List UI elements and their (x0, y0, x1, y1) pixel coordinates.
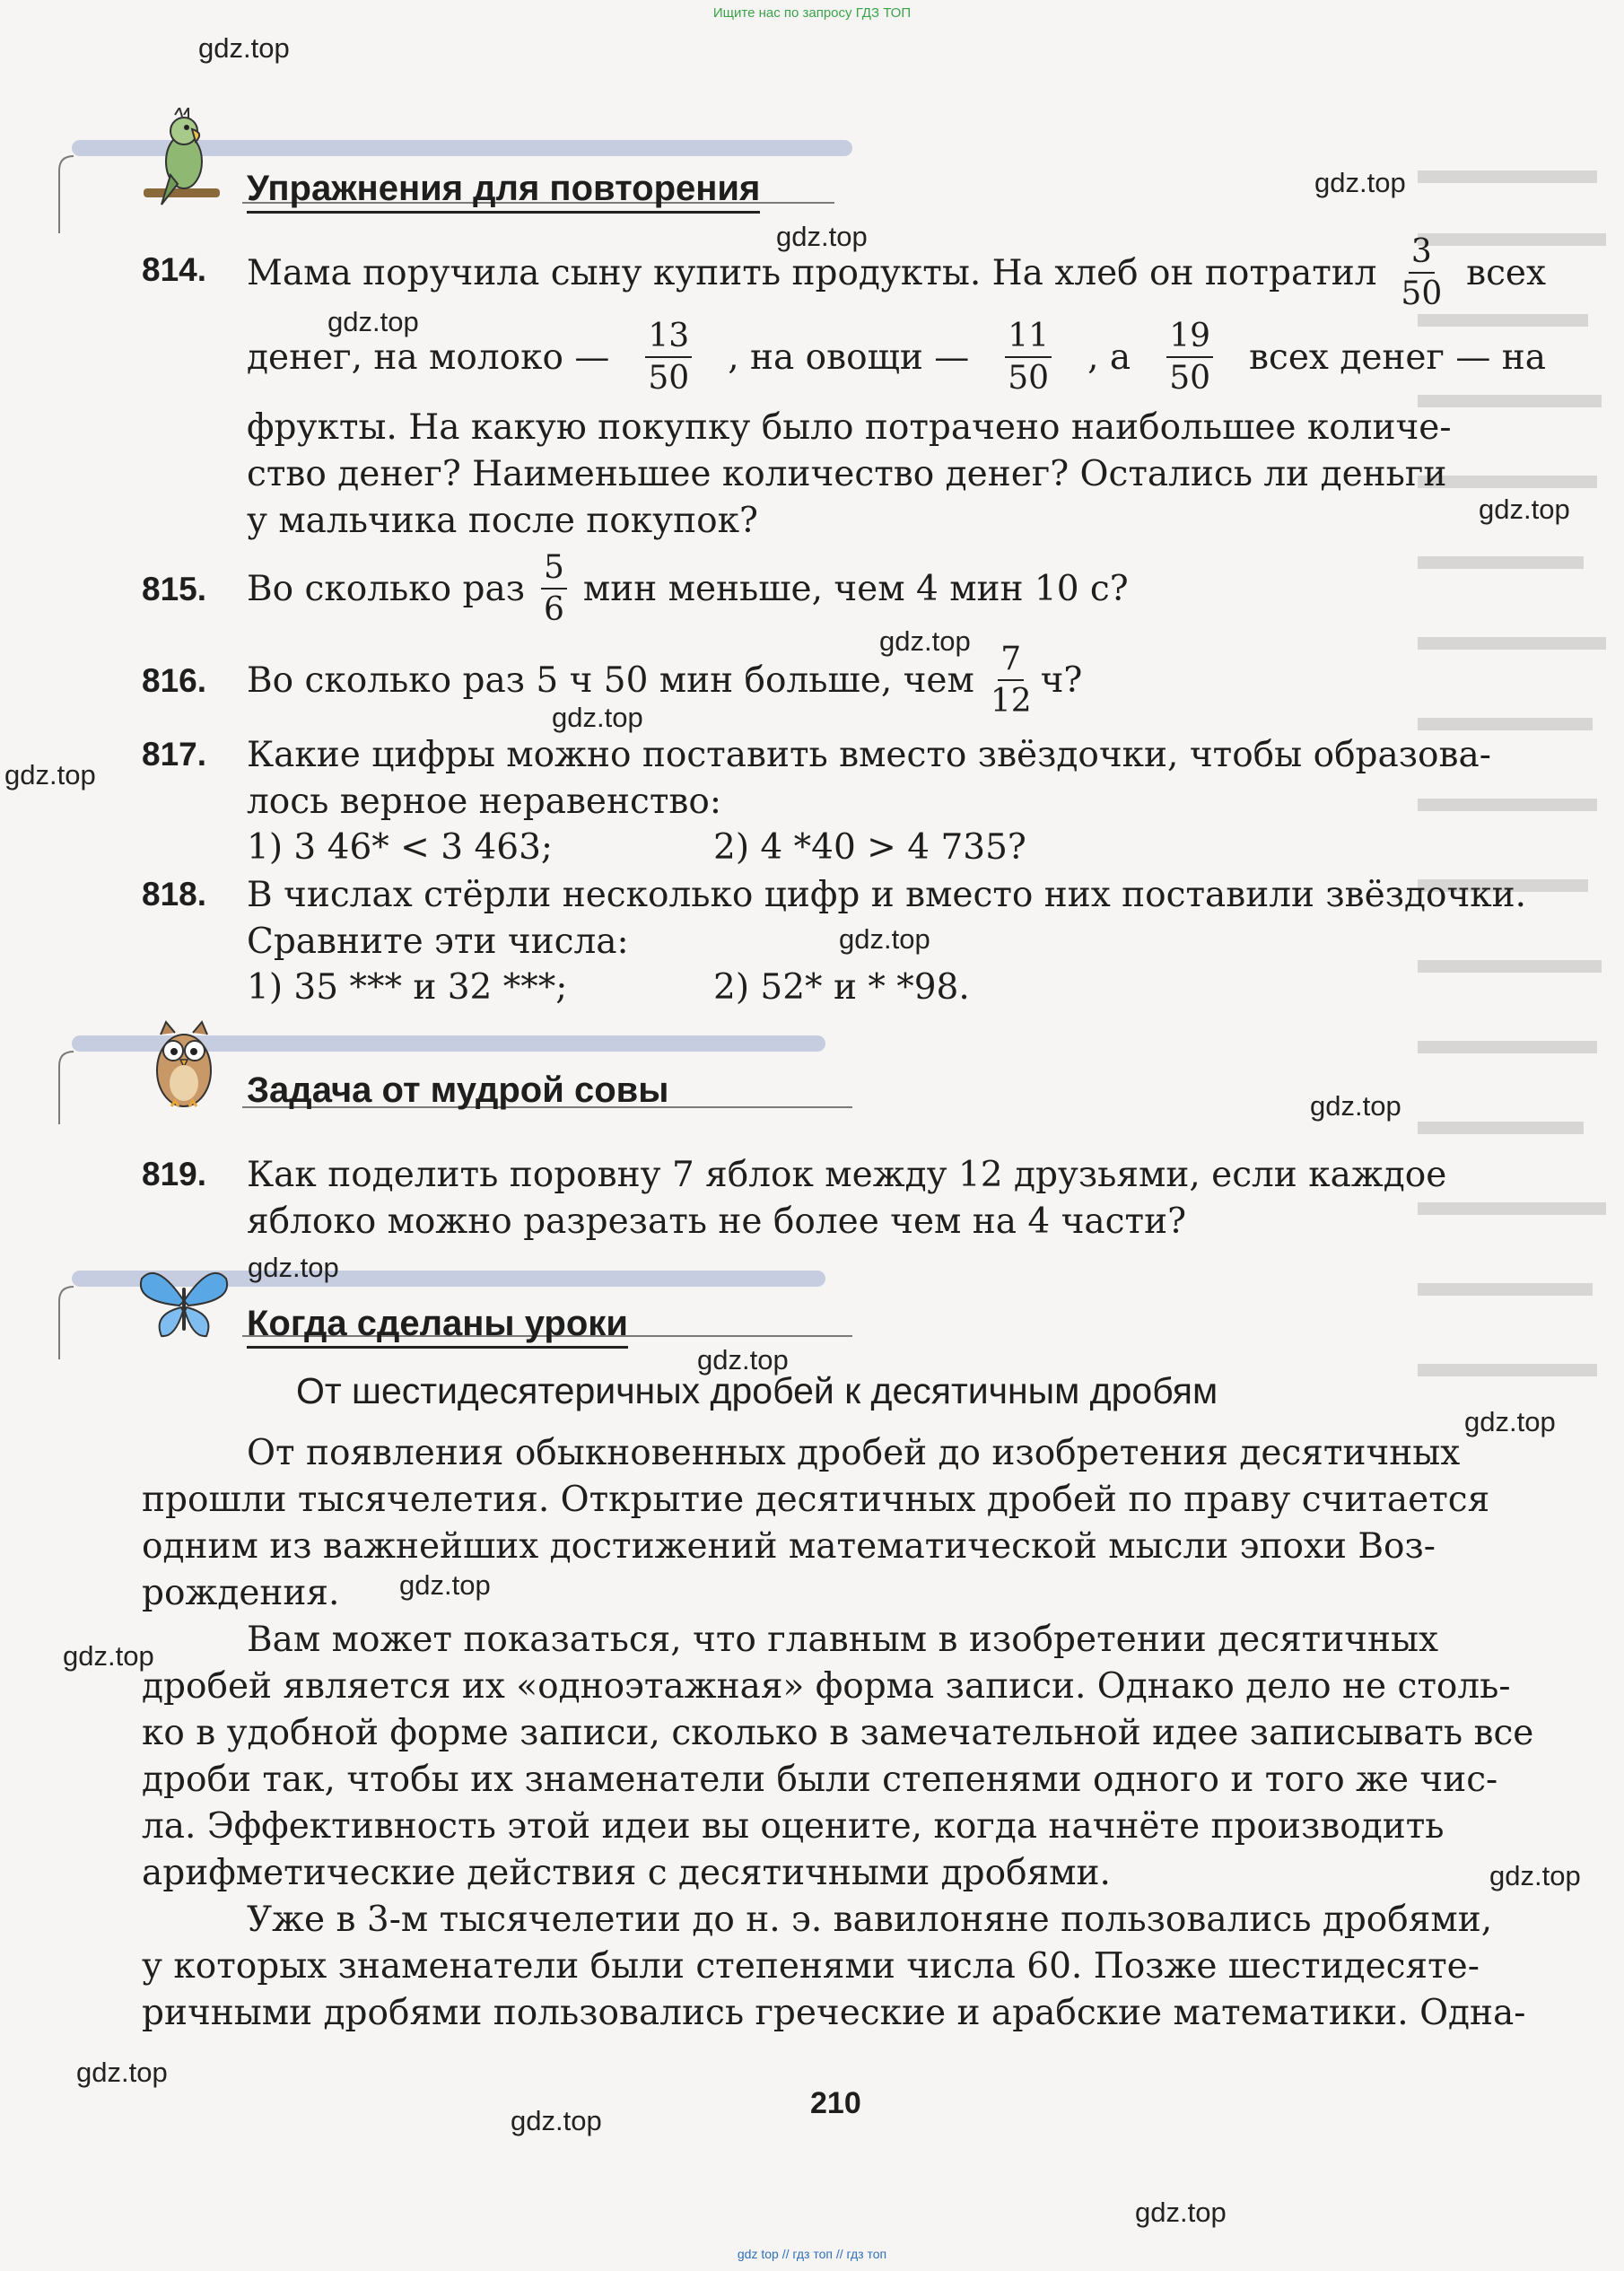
fraction-numerator: 5 (541, 551, 567, 590)
problem-817-text: Какие цифры можно поставить вместо звёздочки, чтобы образова- (247, 735, 1491, 775)
article-text: ко в удобной форме записи, сколько в замечательной идее записывать все (142, 1713, 1534, 1753)
article-line-5 (247, 1620, 1546, 1660)
article-line-12 (142, 1946, 1546, 1987)
section-title-owl: Задача от мудрой совы (247, 1070, 669, 1110)
problem-814-text: , на овощи — (728, 336, 970, 378)
article-text: Вам может показаться, что главным в изобретении десятичных (247, 1620, 1439, 1660)
fraction-numerator: 3 (1409, 235, 1435, 274)
fraction-denominator: 50 (1401, 275, 1443, 312)
article-line-1 (247, 1433, 1546, 1473)
problem-817-item2: 2) 4 *40 > 4 735? (713, 827, 1026, 868)
article-text: Уже в 3-м тысячелетии до н. э. вавилоняне пользовались дробями, (247, 1900, 1493, 1940)
problem-814-text: , а (1087, 336, 1131, 378)
owl-icon (148, 1018, 220, 1113)
watermark: gdz.top (76, 2057, 168, 2088)
article-text: ла. Эффективность этой идеи вы оцените, когда начнёте производить (142, 1806, 1445, 1847)
problem-819-line2: яблоко можно разрезать не более чем на 4 части? (247, 1201, 1186, 1242)
problem-814-line5: у мальчика после покупок? (247, 501, 758, 541)
watermark: gdz.top (776, 221, 868, 252)
problem-number-815: 815. (142, 571, 207, 607)
bleed-through-decoration (1418, 135, 1624, 1929)
problem-815-text: мин меньше, чем 4 мин 10 с? (582, 568, 1129, 609)
fraction-denominator: 12 (990, 682, 1032, 720)
watermark: gdz.top (248, 1252, 339, 1283)
problem-814-text: фрукты. На какую покупку было потрачено наибольшее количе- (247, 407, 1452, 448)
page-number: 210 (810, 2086, 861, 2120)
problem-814-text: всех (1466, 252, 1546, 293)
problem-814-line2 (247, 317, 1546, 397)
parrot-icon (135, 108, 224, 211)
fraction-815 (541, 548, 567, 628)
article-line-9 (142, 1806, 1546, 1847)
problem-818-item1: 1) 35 *** и 32 ***; (247, 967, 568, 1008)
watermark: gdz.top (1479, 494, 1570, 525)
fraction-denominator: 50 (648, 359, 690, 397)
article-text: у которых знаменатели были степенями числа 60. Позже шестидесяте- (142, 1946, 1480, 1987)
article-text: прошли тысячелетия. Открытие десятичных дробей по праву считается (142, 1480, 1490, 1520)
problem-818-line1 (247, 875, 1546, 915)
article-text: дробей является их «одноэтажная» форма записи. Однако дело не столь- (142, 1666, 1511, 1707)
problem-819-line1 (247, 1155, 1546, 1195)
butterfly-icon (135, 1261, 233, 1341)
problem-815-text: Во сколько раз (247, 568, 525, 609)
problem-number-818: 818. (142, 876, 207, 913)
problem-number-819: 819. (142, 1156, 207, 1192)
problem-number-814: 814. (142, 251, 207, 288)
fraction-numerator: 19 (1166, 319, 1213, 358)
watermark: gdz.top (879, 625, 971, 657)
watermark: gdz.top (1464, 1406, 1556, 1437)
fraction-denominator: 50 (1169, 359, 1211, 397)
problem-818-text: В числах стёрли несколько цифр и вместо них поставили звёздочки. (247, 875, 1527, 915)
article-line-4: рождения. (142, 1573, 340, 1613)
problem-815-line (247, 549, 1129, 628)
article-line-2 (142, 1480, 1546, 1520)
problem-814-text: Мама поручила сыну купить продукты. На хлеб он потратил (247, 252, 1377, 293)
fraction-816 (991, 642, 1032, 719)
problem-818-item2: 2) 52* и * *98. (713, 967, 970, 1008)
article-text: ричными дробями пользовались греческие и арабские математики. Одна- (142, 1993, 1526, 2033)
article-line-13 (142, 1993, 1546, 2033)
article-text: От появления обыкновенных дробей до изобретения десятичных (247, 1433, 1461, 1473)
article-line-8 (142, 1760, 1546, 1800)
watermark: gdz.top (4, 759, 96, 790)
section-title-repeat: Упражнения для повторения (247, 169, 760, 214)
watermark: gdz.top (697, 1344, 789, 1376)
problem-number-817: 817. (142, 736, 207, 773)
fraction-bread (1401, 232, 1443, 312)
problem-814-line4 (247, 454, 1546, 494)
header-note: Ищите нас по запросу ГДЗ ТОП (712, 5, 912, 21)
fraction-numerator: 11 (1005, 319, 1052, 358)
article-subtitle: От шестидесятеричных дробей к десятичным дробям (296, 1370, 1218, 1411)
problem-817-item1: 1) 3 46* < 3 463; (247, 827, 554, 868)
article-line-11 (247, 1900, 1546, 1940)
problem-814-line3 (247, 407, 1546, 448)
watermark: gdz.top (399, 1569, 491, 1601)
fraction-numerator: 13 (645, 319, 692, 358)
watermark: gdz.top (511, 2105, 602, 2136)
fraction-numerator: 7 (998, 642, 1024, 681)
watermark: gdz.top (552, 702, 643, 733)
watermark: gdz.top (839, 923, 930, 955)
fraction-denominator: 50 (1008, 359, 1050, 397)
watermark: gdz.top (1310, 1090, 1401, 1122)
problem-816-text: ч? (1040, 659, 1083, 701)
fraction-fruit (1166, 319, 1213, 396)
article-line-7 (142, 1713, 1546, 1753)
watermark: gdz.top (63, 1640, 154, 1672)
problem-819-text: Как поделить поровну 7 яблок между 12 друзьями, если каждое (247, 1155, 1447, 1195)
article-text: дроби так, чтобы их знаменатели были степенями одного и того же чис- (142, 1760, 1498, 1800)
problem-816-text: Во сколько раз 5 ч 50 мин больше, чем (247, 659, 974, 701)
article-line-6 (142, 1666, 1546, 1707)
problem-817-line2: лось верное неравенство: (247, 782, 721, 822)
fraction-denominator: 6 (543, 590, 564, 628)
problem-814-text: всех денег — на (1249, 336, 1546, 378)
article-line-10: арифметические действия с десятичными дробями. (142, 1853, 1111, 1893)
problem-814-text: денег, на молоко — (247, 336, 610, 378)
watermark: gdz.top (1135, 2197, 1227, 2228)
section-title-lessons: Когда сделаны уроки (247, 1304, 628, 1349)
article-line-3 (142, 1526, 1546, 1567)
problem-818-line2: Сравните эти числа: (247, 922, 629, 962)
problem-817-line1 (247, 735, 1546, 775)
watermark: gdz.top (198, 32, 290, 64)
article-text: одним из важнейших достижений математической мысли эпохи Воз- (142, 1526, 1436, 1567)
problem-814-text: ство денег? Наименьшее количество денег? Остались ли деньги (247, 454, 1447, 494)
problem-number-816: 816. (142, 662, 207, 699)
watermark: gdz.top (1489, 1860, 1581, 1891)
fraction-vegetables (1005, 319, 1052, 396)
watermark: gdz.top (1314, 167, 1406, 198)
watermark: gdz.top (327, 306, 419, 337)
fraction-milk (645, 319, 692, 396)
footer-note: gdz top // гдз топ // гдз топ (737, 2247, 887, 2261)
